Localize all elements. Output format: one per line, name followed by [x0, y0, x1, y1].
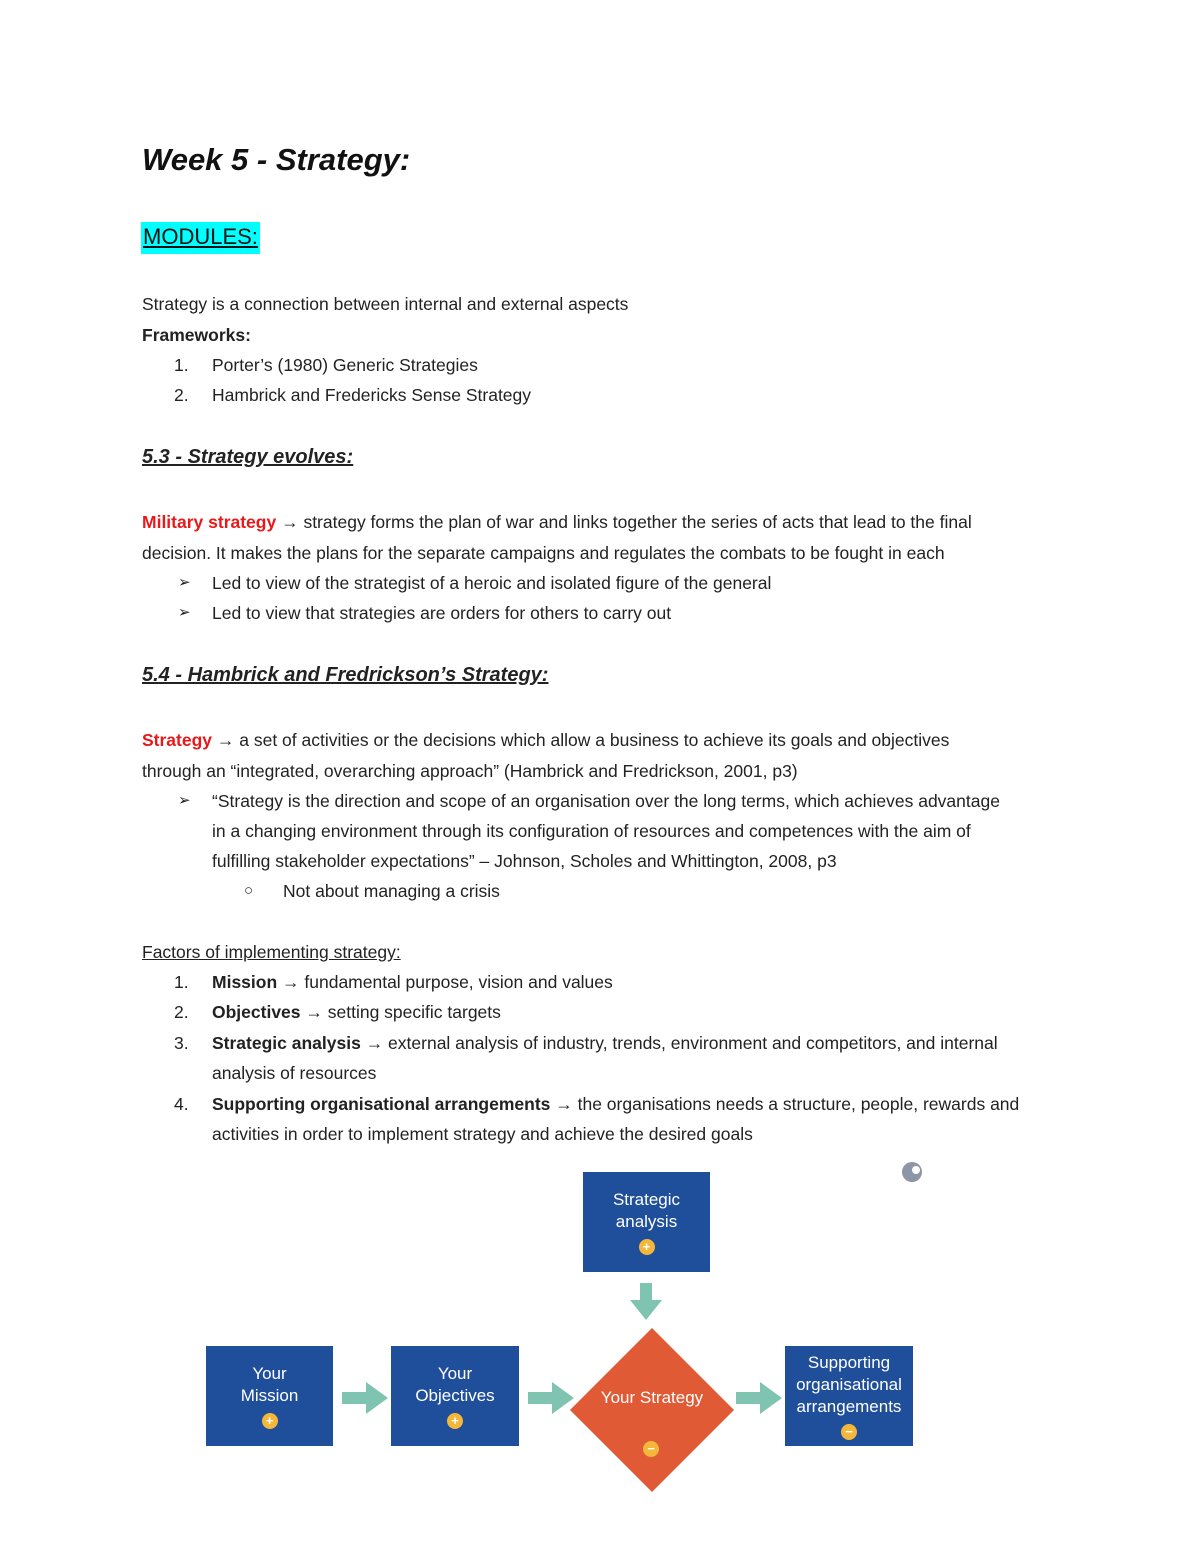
minus-icon: − [643, 1441, 659, 1457]
arrow-down-icon [630, 1283, 662, 1320]
factor-cont: activities in order to implement strategy and achieve the desired goals [212, 1124, 753, 1144]
strategic-analysis-label: Strategic analysis [612, 1190, 681, 1231]
strategy-def-cont: through an “integrated, overarching approach” (Hambrick and Fredrickson, 2001, p3) [142, 761, 798, 781]
mission-label: Your Mission [240, 1364, 299, 1405]
intro-sentence: Strategy is a connection between internal and external aspects [142, 294, 629, 314]
plus-icon: + [639, 1239, 655, 1255]
page-title: Week 5 - Strategy: [142, 142, 411, 177]
military-strategy-line [142, 507, 972, 537]
arrow-bullet-icon: ➢ [178, 574, 191, 591]
arrow-right-icon [342, 1382, 388, 1414]
factor-term: Supporting organisational arrangements [212, 1094, 551, 1114]
factor-item [212, 1028, 998, 1058]
quote-line: in a changing environment through its configuration of resources and competences with the aim of [212, 821, 971, 841]
arrow-right-icon [736, 1382, 782, 1414]
factor-text: → the organisations needs a structure, people, rewards and [550, 1094, 1020, 1114]
section-heading-5-4: 5.4 - Hambrick and Fredrickson’s Strategy: [142, 664, 549, 686]
quote-line: fulfilling stakeholder expectations” – Johnson, Scholes and Whittington, 2008, p3 [212, 851, 837, 871]
modules-heading: MODULES: [141, 222, 260, 254]
strategy-term: Strategy [142, 730, 213, 750]
framework-item: Hambrick and Fredericks Sense Strategy [212, 385, 532, 405]
quote-line: “Strategy is the direction and scope of an organisation over the long terms, which achieves advantage [212, 791, 1000, 811]
strategy-diagram [200, 1160, 930, 1500]
strategy-def: → a set of activities or the decisions which allow a business to achieve its goals and objectives [212, 730, 950, 750]
objectives-box [391, 1346, 519, 1446]
frameworks-label: Frameworks: [142, 325, 251, 345]
factor-num: 4. [174, 1094, 189, 1114]
plus-icon: + [262, 1413, 278, 1429]
strategy-def-line [142, 725, 949, 755]
strategic-analysis-box [583, 1172, 710, 1272]
bullet-item: Led to view of the strategist of a heroic and isolated figure of the general [212, 573, 772, 593]
arrow-bullet-icon: ➢ [178, 792, 191, 809]
minus-icon: − [841, 1424, 857, 1440]
factor-term: Objectives [212, 1002, 301, 1022]
supporting-label: Supporting organisational arrangements [796, 1353, 902, 1416]
bullet-item: Led to view that strategies are orders for others to carry out [212, 603, 672, 623]
arrow-right-icon [528, 1382, 574, 1414]
plus-icon: + [447, 1413, 463, 1429]
factor-text: → external analysis of industry, trends, environment and competitors, and internal [360, 1033, 998, 1053]
factor-cont: analysis of resources [212, 1063, 377, 1083]
factor-term: Strategic analysis [212, 1033, 361, 1053]
factor-item [212, 997, 501, 1027]
framework-num: 1. [174, 355, 189, 375]
arrow-bullet-icon: ➢ [178, 604, 191, 621]
mission-box [206, 1346, 333, 1446]
supporting-box [785, 1346, 913, 1446]
factors-heading: Factors of implementing strategy: [142, 942, 401, 962]
section-heading-5-3: 5.3 - Strategy evolves: [142, 446, 354, 468]
circle-bullet-icon: ○ [244, 882, 254, 899]
factor-text: → setting specific targets [300, 1002, 501, 1022]
framework-num: 2. [174, 385, 189, 405]
logo-fragment-inner [912, 1166, 920, 1174]
military-strategy-term: Military strategy [142, 512, 277, 532]
objectives-label: Your Objectives [415, 1364, 495, 1405]
factor-item [212, 967, 613, 997]
military-strategy-def: → strategy forms the plan of war and links together the series of acts that lead to the final [276, 512, 972, 532]
factor-term: Mission [212, 972, 278, 992]
strategy-diamond [570, 1328, 734, 1492]
factor-text: → fundamental purpose, vision and values [277, 972, 613, 992]
factor-item [212, 1089, 1019, 1119]
military-strategy-cont: decision. It makes the plans for the separate campaigns and regulates the combats to be fought in each [142, 543, 945, 563]
framework-item: Porter’s (1980) Generic Strategies [212, 355, 478, 375]
strategy-label: Your Strategy [600, 1388, 704, 1407]
diagram-graphics [200, 1160, 930, 1500]
factor-num: 3. [174, 1033, 189, 1053]
factor-num: 1. [174, 972, 189, 992]
factor-num: 2. [174, 1002, 189, 1022]
sub-bullet-item: Not about managing a crisis [283, 881, 500, 901]
